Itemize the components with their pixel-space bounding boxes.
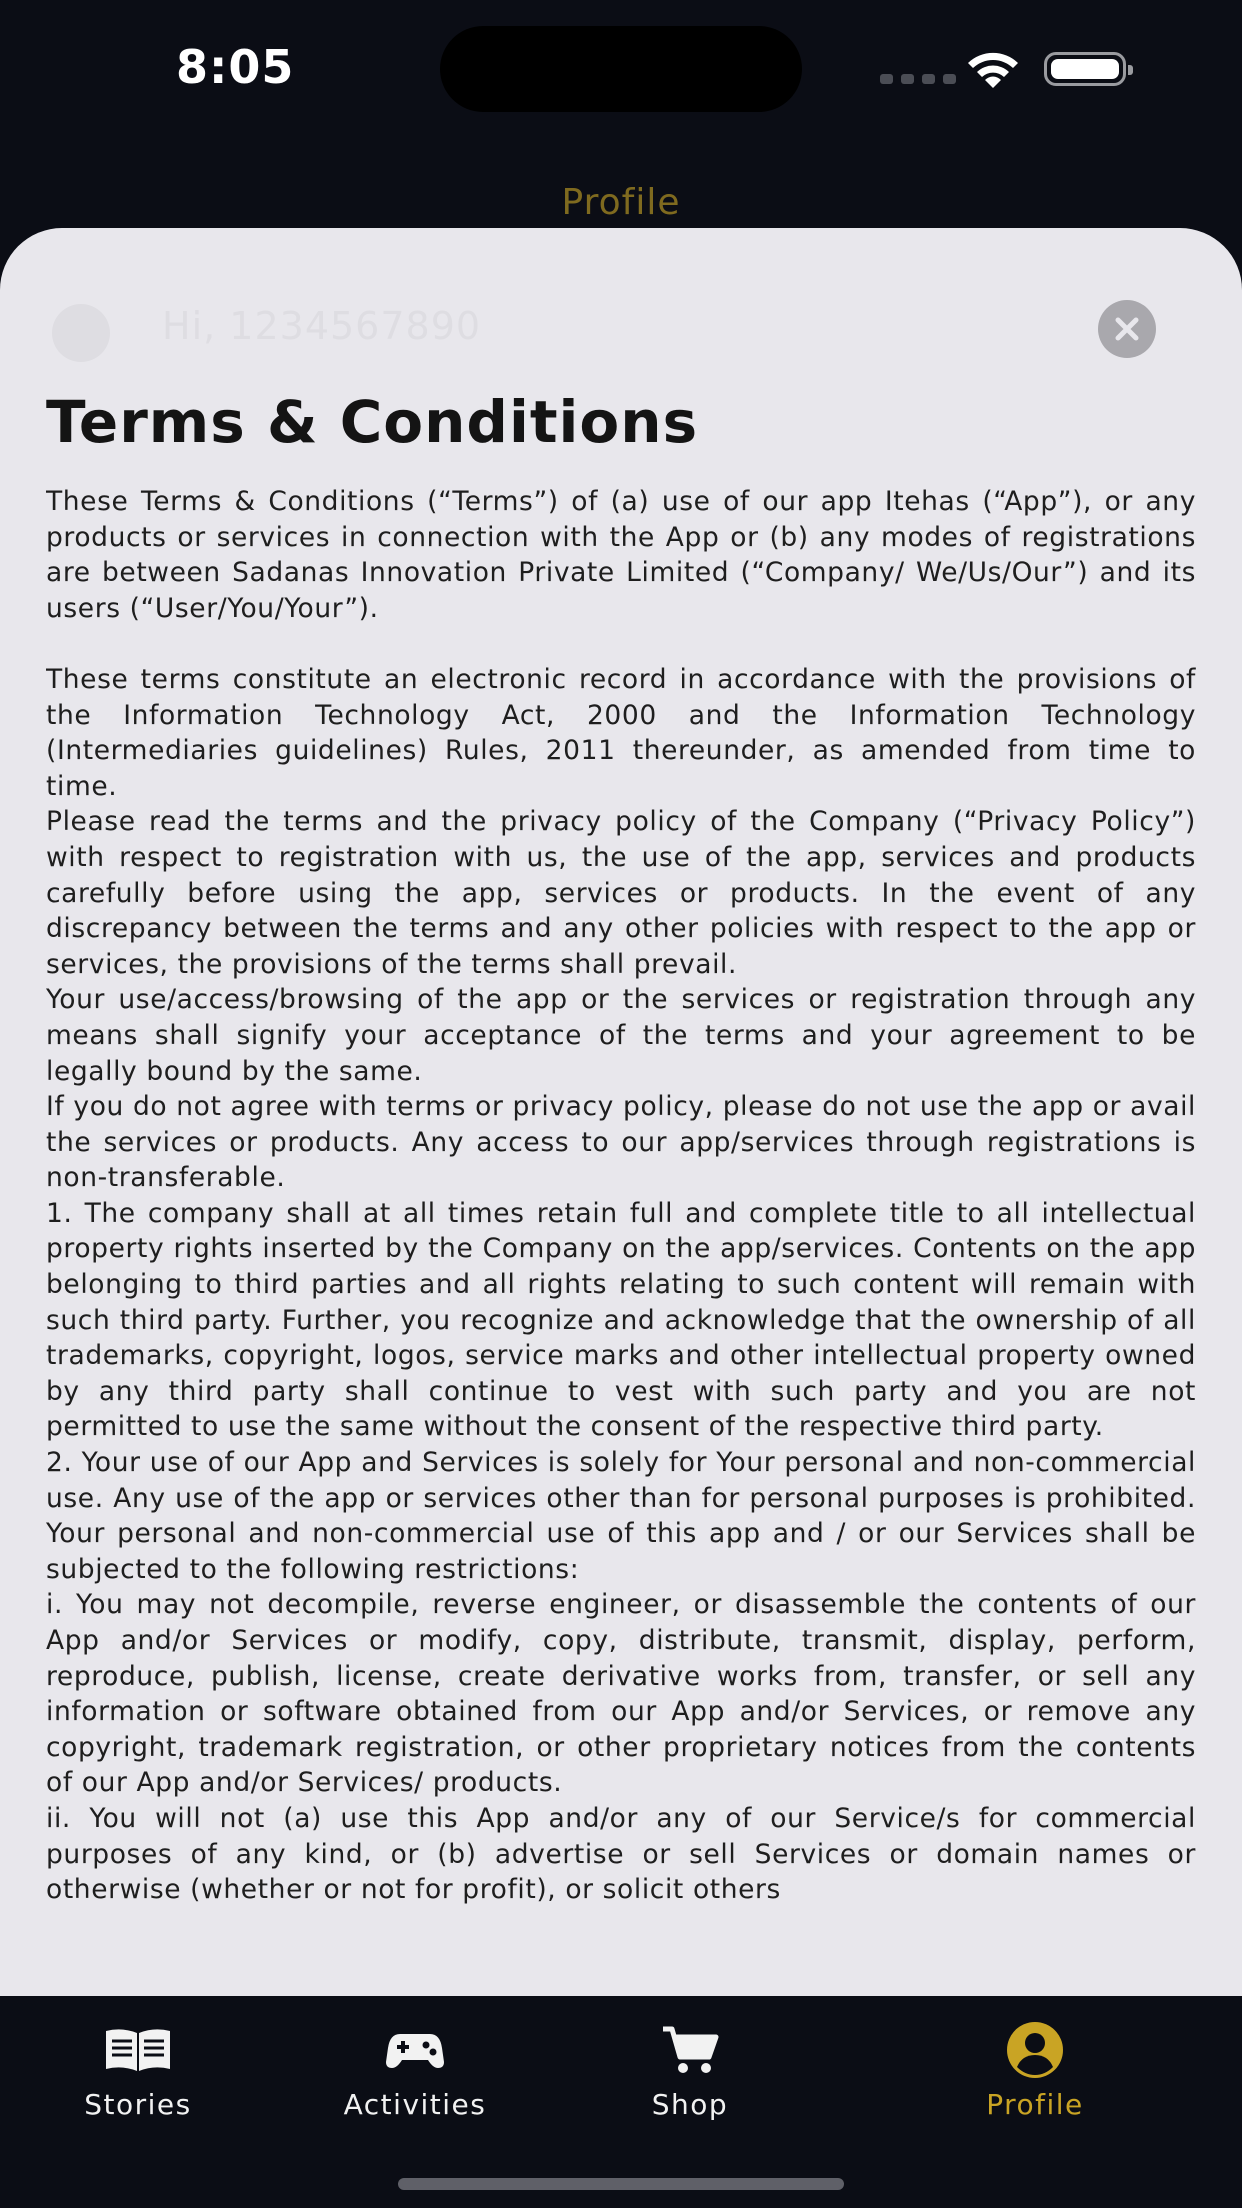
terms-paragraph: Please read the terms and the privacy policy of the Company (“Privacy Policy”) with respect to registration with us, the use of the app, services and products carefully before using the app, services or products. In the event of any discrepancy between the terms and any other policies with respect to the app or services, the provisions of the terms shall prevail.	[46, 806, 1196, 980]
battery-icon	[1044, 52, 1126, 86]
tab-label: Stories	[84, 2088, 192, 2121]
tab-stories[interactable]	[28, 2020, 248, 2121]
terms-paragraph: 2. Your use of our App and Services is solely for Your personal and non-commercial use. Any use of the app or services other than for personal purposes is prohibited. Your personal and non-commercial use of this app and / or our Services shall be subjected to the following restrictions:	[46, 1447, 1196, 1585]
tab-profile[interactable]	[925, 2020, 1145, 2121]
sheet-title: Terms & Conditions	[46, 388, 699, 456]
tab-shop[interactable]	[580, 2020, 800, 2121]
terms-paragraph: i. You may not decompile, reverse engineer, or disassemble the contents of our App and/or Services or modify, copy, distribute, transmit, display, perform, reproduce, publish, license, create derivative works from, transfer, or sell any information or software obtained from our App and/or Services, or remove any copyright, trademark registration, or other proprietary notices from the contents of our App and/or Services/ products.	[46, 1589, 1196, 1799]
page-title: Profile	[561, 182, 681, 223]
status-bar	[0, 0, 1242, 140]
terms-paragraph: These terms constitute an electronic record in accordance with the provisions of the Information Technology Act, 2000 and the Information Technology (Intermediaries guidelines) Rules, 2011 thereunder, as amended from time to time.	[46, 663, 1196, 802]
tab-label: Activities	[343, 2088, 487, 2121]
terms-paragraph: Your use/access/browsing of the app or the services or registration through any means shall signify your acceptance of the terms and your agreement to be legally bound by the same.	[46, 984, 1196, 1087]
cart-icon	[661, 2025, 719, 2075]
terms-paragraph: If you do not agree with terms or privacy policy, please do not use the app or avail the services or products. Any access to our app/services through registrations is non-transferable.	[46, 1091, 1196, 1194]
book-icon	[104, 2027, 172, 2073]
close-button[interactable]	[1098, 300, 1156, 358]
home-indicator[interactable]	[398, 2178, 844, 2190]
profile-icon	[1006, 2021, 1064, 2079]
tab-bar	[0, 1996, 1242, 2208]
cellular-signal-icon	[880, 74, 956, 84]
terms-paragraph: ii. You will not (a) use this App and/or any of our Service/s for commercial purposes of any kind, or (b) advertise or sell Services or domain names or otherwise (whether or not for profit), or solicit others	[46, 1802, 1196, 1906]
terms-text[interactable]	[46, 484, 1196, 1966]
tab-label: Profile	[986, 2088, 1084, 2121]
terms-paragraph: 1. The company shall at all times retain full and complete title to all intellectual property rights inserted by the Company on the app/services. Contents on the app belonging to third parties and all rights relating to such content will remain with such third party. Further, you recognize and acknowledge that the ownership of all trademarks, copyright, logos, service marks and other intellectual property owned by any third party shall continue to vest with such party and you are not permitted to use the same without the consent of the respective third party.	[46, 1197, 1196, 1443]
status-time: 8:05	[176, 40, 295, 94]
scroll-fade	[0, 1926, 1242, 1996]
tab-activities[interactable]	[305, 2020, 525, 2121]
greeting-text: Hi, 1234567890	[162, 304, 482, 348]
dynamic-island	[440, 26, 802, 112]
gamepad-icon	[386, 2030, 444, 2070]
terms-sheet	[0, 228, 1242, 1996]
wifi-icon	[964, 50, 1022, 90]
close-icon	[1112, 314, 1142, 344]
terms-paragraph: These Terms & Conditions (“Terms”) of (a) use of our app Itehas (“App”), or any products or services in connection with the App or (b) any modes of registrations are between Sadanas Innovation Private Limited (“Company/ We/Us/Our”) and its users (“User/You/Your”).	[46, 486, 1196, 624]
tab-label: Shop	[651, 2088, 729, 2121]
avatar	[52, 304, 110, 362]
